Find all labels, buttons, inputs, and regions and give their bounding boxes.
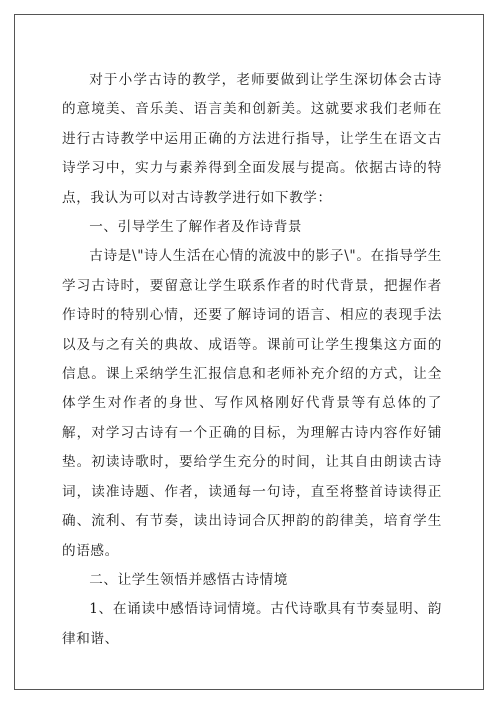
section-heading-2: 二、让学生领悟并感悟古诗情境 [89,571,288,588]
section-1-paragraph: 古诗是\"诗人生活在心情的流波中的影子\"。在指导学生学习古诗时，要留意让学生联系作者的时代背景，把握作者作诗时的特别心情，还要了解诗词的语言、相应的表现手法以及与之有关的典故、成语等。课前可让学生搜集这方面的信息。课上采纳学生汇报信息和老师补充介绍的方式，让全体学生对作者的身世、写作风格刚好代背景等有总体的了解，对学习古诗有一个正确的目标，为理解古诗内容作好铺垫。初读诗歌时，要给学生充分的时间，让其自由朗读古诗词，读准诗题、作者，读通每一句诗，直至将整首诗读得正确、流利、有节奏，读出诗词合仄押韵的韵律美，培育学生的语感。 [62,248,442,559]
section-2-paragraph: 1、在诵读中感悟诗词情境。古代诗歌具有节奏显明、韵律和谐、 [62,601,442,647]
section-heading-1: 一、引导学生了解作者及作诗背景 [89,219,303,236]
intro-paragraph: 对于小学古诗的教学，老师要做到让学生深切体会古诗的意境美、音乐美、语言美和创新美。这就要求我们老师在进行古诗教学中运用正确的方法进行指导，让学生在语文古诗学习中，实力与素养得到全面发展与提高。依据古诗的特点，我认为可以对古诗教学进行如下教学： [62,72,442,206]
document-body [62,66,442,654]
